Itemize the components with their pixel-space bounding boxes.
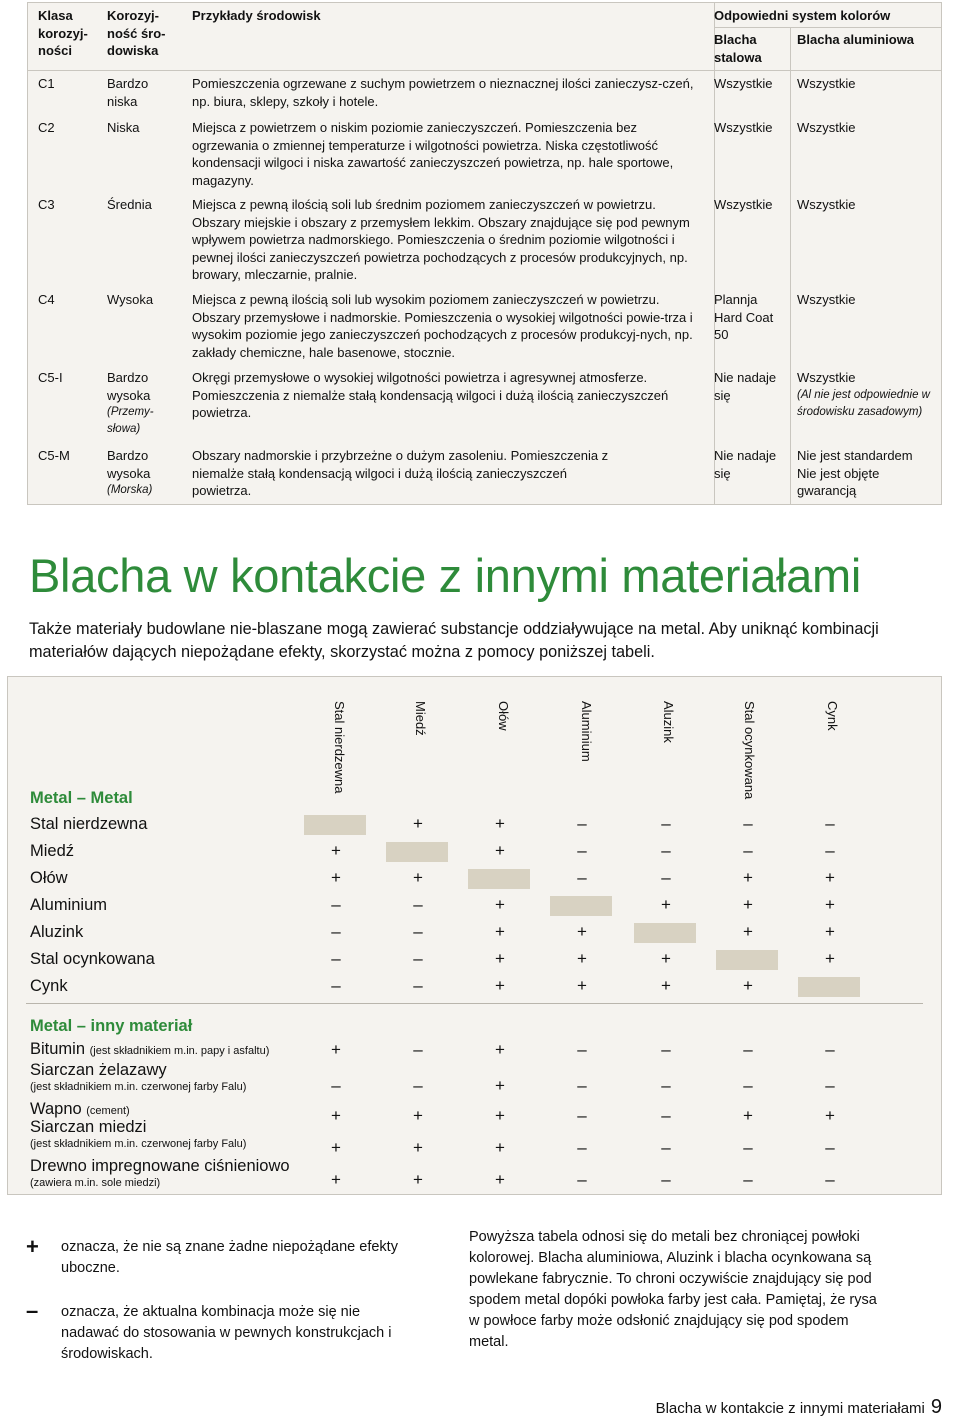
- material-row-label: [30, 1118, 246, 1151]
- row-class: C3: [38, 197, 55, 212]
- material-name: Drewno impregnowane ciśnieniowo: [30, 1157, 290, 1175]
- minus-mark: –: [661, 1138, 671, 1157]
- row-class: C4: [38, 292, 55, 307]
- minus-mark: –: [331, 922, 341, 941]
- plus-mark: +: [661, 976, 671, 995]
- page-number: 9: [930, 1396, 942, 1418]
- row-class: C5-I: [38, 370, 63, 385]
- page-footer: [656, 1396, 942, 1419]
- material-row-label: [30, 1039, 269, 1061]
- metal-row-label: Aluzink: [30, 923, 84, 941]
- plus-mark: +: [495, 1170, 505, 1189]
- column-header: Stal ocynkowana: [742, 701, 757, 800]
- plus-mark: +: [495, 1040, 505, 1059]
- row-aluminium: Wszystkie: [797, 197, 856, 212]
- minus-mark: –: [825, 1040, 835, 1059]
- row-steel: Wszystkie: [714, 120, 773, 135]
- header-color-system: Odpowiedni system kolorów: [714, 8, 891, 23]
- material-name: Bitumin: [30, 1040, 86, 1058]
- minus-mark: –: [661, 814, 671, 833]
- minus-mark: –: [661, 841, 671, 860]
- minus-mark: –: [577, 814, 587, 833]
- minus-mark: –: [661, 1076, 671, 1095]
- row-aluminium: Nie jest standardem Nie jest objęte gwarancją: [797, 448, 913, 498]
- row-aluminium: Wszystkie: [797, 76, 856, 91]
- material-name: Siarczan miedzi: [30, 1118, 147, 1136]
- minus-mark: –: [577, 1170, 587, 1189]
- minus-legend-text: oznacza, że aktualna kombinacja może się nie nadawać do stosowania w pewnych konstrukcjach i środowiskach.: [61, 1304, 392, 1362]
- minus-mark: –: [331, 895, 341, 914]
- corrosivity-label: Bardzo wysoka: [107, 448, 151, 481]
- row-corrosivity: [107, 447, 172, 499]
- row-class: C2: [38, 120, 55, 135]
- plus-mark: +: [825, 949, 835, 968]
- intro-paragraph: Także materiały budowlane nie-blaszane mogą zawierać substancje oddziaływujące na metal. Aby uniknąć kombinacji materiałów dających niepożądane efekty, skorzystać można z pomocy poniższej tabeli.: [29, 620, 879, 661]
- plus-mark: +: [413, 814, 423, 833]
- row-examples: Miejsca z powietrzem o niskim poziomie zanieczyszczeń. Pomieszczenia bez ogrzewania o zmiennej temperaturze i wilgotności powietrza. Niska częstotliwość kondensacji wilgoci i niska zawartość zanieczyszczeń powietrza, np. hale sportowe, magazyny.: [192, 120, 674, 188]
- plus-mark: +: [825, 868, 835, 887]
- row-steel: Nie nadaje się: [714, 370, 777, 403]
- plus-legend-text: oznacza, że nie są znane żadne niepożądane efekty uboczne.: [61, 1239, 398, 1276]
- header-divider: [714, 27, 941, 28]
- footer-title: Blacha w kontakcie z innymi materiałami: [655, 1400, 925, 1417]
- minus-mark: –: [743, 1076, 753, 1095]
- minus-mark: –: [413, 1040, 423, 1059]
- row-aluminium: Wszystkie: [797, 292, 856, 307]
- row-examples: Miejsca z pewną ilością soli lub średnim poziomem zanieczyszczeń w powietrzu. Obszary miejskie i obszary z przemysłem lekkim. Obszary znajdujące się pod pewnym wpływem powietrza nadmorskiego. Pomieszczenia o średnim poziomie wilgotności i pewnej ilości zanieczyszczeń powietrza pochodzących z procesów produkcyjnych, np. browary, mleczarnie, pralnie.: [192, 197, 690, 282]
- minus-mark: –: [331, 949, 341, 968]
- column-header: Ołów: [496, 701, 511, 731]
- plus-mark: +: [661, 949, 671, 968]
- material-note: (jest składnikiem m.in. czerwonej farby Falu): [30, 1138, 247, 1150]
- minus-mark: –: [413, 895, 423, 914]
- plus-mark: +: [331, 1106, 341, 1125]
- metal-row-label: Ołów: [30, 869, 68, 887]
- plus-symbol: +: [26, 1234, 39, 1259]
- minus-mark: –: [825, 814, 835, 833]
- plus-mark: +: [495, 949, 505, 968]
- plus-mark: +: [331, 1040, 341, 1059]
- row-examples: Miejsca z pewną ilością soli lub wysokim poziomem zanieczyszczeń w powietrzu. Obszary przemysłowe i nadmorskie. Pomieszczenia o wysokiej wilgotności powie-trza i wysokim poziomie jego zanieczyszczeń pochodzących z procesów produkcyj-nych, np. zakłady chemiczne, hale basenowe, stocznie.: [192, 292, 693, 360]
- minus-mark: –: [743, 814, 753, 833]
- plus-mark: +: [413, 1138, 423, 1157]
- plus-mark: +: [495, 1106, 505, 1125]
- plus-mark: +: [495, 976, 505, 995]
- plus-mark: +: [743, 922, 753, 941]
- metal-row-label: Stal nierdzewna: [30, 815, 148, 833]
- plus-mark: +: [331, 1138, 341, 1157]
- row-aluminium: [797, 369, 937, 421]
- plus-mark: +: [825, 1106, 835, 1125]
- row-aluminium: Wszystkie: [797, 120, 856, 135]
- minus-mark: –: [743, 1170, 753, 1189]
- aluminium-label: Wszystkie: [797, 370, 856, 385]
- material-note: (zawiera m.in. sole miedzi): [30, 1177, 161, 1189]
- material-name: Wapno: [30, 1100, 82, 1118]
- diagonal-cell: [798, 977, 860, 997]
- minus-mark: –: [577, 1076, 587, 1095]
- compatibility-matrix: [7, 676, 942, 1195]
- minus-mark: –: [413, 922, 423, 941]
- material-row-label: [30, 1157, 290, 1190]
- plus-mark: +: [495, 814, 505, 833]
- diagonal-cell: [716, 950, 778, 970]
- plus-mark: +: [495, 1076, 505, 1095]
- row-steel: Plannja Hard Coat 50: [714, 292, 774, 342]
- minus-mark: –: [743, 1040, 753, 1059]
- row-steel: Wszystkie: [714, 76, 773, 91]
- row-corrosivity: Średnia: [107, 197, 152, 212]
- minus-mark: –: [743, 841, 753, 860]
- material-note: (cement): [86, 1105, 130, 1117]
- header-steel: Blacha stalowa: [714, 32, 762, 65]
- plus-mark: +: [413, 868, 423, 887]
- column-divider: [790, 27, 791, 504]
- section-title: Blacha w kontakcie z innymi materiałami: [29, 549, 862, 602]
- group-divider: [26, 1003, 923, 1004]
- plus-mark: +: [743, 895, 753, 914]
- row-corrosivity: [107, 369, 172, 438]
- corrosivity-table: [27, 2, 942, 505]
- header-examples: Przykłady środowisk: [192, 8, 321, 23]
- plus-mark: +: [413, 1170, 423, 1189]
- header-divider: [28, 70, 941, 71]
- header-corrosivity: Korozyj-ność śro-dowiska: [107, 8, 166, 58]
- minus-mark: –: [577, 868, 587, 887]
- plus-mark: +: [495, 1138, 505, 1157]
- plus-mark: +: [743, 868, 753, 887]
- row-examples: Okręgi przemysłowe o wysokiej wilgotności powietrza i agresywnej atmosferze. Pomieszczenia z niemalże stałą kondensacją wilgoci i dużą ilością zanieczyszczeń powietrza.: [192, 370, 669, 420]
- diagonal-cell: [468, 869, 530, 889]
- metal-row-label: Cynk: [30, 977, 68, 995]
- minus-mark: –: [661, 1106, 671, 1125]
- plus-mark: +: [825, 922, 835, 941]
- row-examples: Obszary nadmorskie i przybrzeżne o dużym zasoleniu. Pomieszczenia z niemalże stałą kondensacją wilgoci i dużą ilością zanieczyszczeń powietrza.: [192, 448, 609, 498]
- row-steel: Wszystkie: [714, 197, 773, 212]
- minus-mark: –: [661, 1170, 671, 1189]
- minus-mark: –: [825, 1076, 835, 1095]
- minus-mark: –: [577, 841, 587, 860]
- column-header: Cynk: [825, 701, 840, 731]
- aluminium-note: (Al nie jest odpowiednie w środowisku zasadowym): [797, 388, 930, 418]
- minus-mark: –: [413, 949, 423, 968]
- row-corrosivity: Wysoka: [107, 292, 154, 307]
- group-title-other: Metal – inny materiał: [30, 1017, 193, 1035]
- plus-mark: +: [413, 1106, 423, 1125]
- plus-mark: +: [331, 868, 341, 887]
- column-header: Miedź: [413, 701, 428, 736]
- plus-mark: +: [825, 895, 835, 914]
- plus-mark: +: [495, 841, 505, 860]
- metal-row-label: Stal ocynkowana: [30, 950, 155, 968]
- row-examples: Pomieszczenia ogrzewane z suchym powietrzem o nieznacznej ilości zanieczysz-czeń, np. biura, sklepy, szkoły i hotele.: [192, 76, 694, 109]
- plus-mark: +: [331, 841, 341, 860]
- plus-mark: +: [495, 922, 505, 941]
- material-note: (jest składnikiem m.in. papy i asfaltu): [89, 1045, 270, 1057]
- row-corrosivity: Niska: [107, 120, 140, 135]
- minus-mark: –: [661, 1040, 671, 1059]
- header-aluminium: Blacha aluminiowa: [797, 32, 915, 47]
- minus-symbol: –: [26, 1298, 39, 1323]
- diagonal-cell: [550, 896, 612, 916]
- header-class: Klasa korozyj-ności: [38, 8, 88, 58]
- plus-mark: +: [577, 949, 587, 968]
- minus-mark: –: [413, 1076, 423, 1095]
- plus-mark: +: [495, 895, 505, 914]
- minus-mark: –: [825, 1138, 835, 1157]
- minus-mark: –: [331, 1076, 341, 1095]
- corrosivity-label: Bardzo wysoka: [107, 370, 151, 403]
- minus-mark: –: [743, 1138, 753, 1157]
- column-header: Aluzink: [661, 701, 676, 743]
- corrosivity-note: (Przemy-słowa): [107, 406, 154, 435]
- diagonal-cell: [386, 842, 448, 862]
- minus-mark: –: [413, 976, 423, 995]
- plus-mark: +: [577, 976, 587, 995]
- column-header: Aluminium: [579, 701, 594, 762]
- group-title-metal: Metal – Metal: [30, 789, 133, 807]
- plus-mark: +: [661, 895, 671, 914]
- material-row-label: [30, 1061, 246, 1094]
- minus-mark: –: [577, 1106, 587, 1125]
- plus-mark: +: [331, 1170, 341, 1189]
- corrosivity-note: (Morska): [107, 484, 153, 496]
- column-header: Stal nierdzewna: [332, 701, 347, 794]
- row-steel: Nie nadaje się: [714, 448, 777, 481]
- row-class: C5-M: [38, 448, 70, 463]
- material-name: Siarczan żelazawy: [30, 1061, 167, 1079]
- minus-mark: –: [577, 1138, 587, 1157]
- metal-row-label: Aluminium: [30, 896, 108, 914]
- material-note: (jest składnikiem m.in. czerwonej farby Falu): [30, 1081, 247, 1093]
- minus-mark: –: [825, 841, 835, 860]
- plus-mark: +: [743, 1106, 753, 1125]
- minus-mark: –: [331, 976, 341, 995]
- minus-mark: –: [577, 1040, 587, 1059]
- minus-mark: –: [825, 1170, 835, 1189]
- diagonal-cell: [634, 923, 696, 943]
- plus-mark: +: [743, 976, 753, 995]
- row-class: C1: [38, 76, 55, 91]
- row-corrosivity: Bardzo niska: [107, 76, 149, 109]
- minus-mark: –: [661, 868, 671, 887]
- coating-note: Powyższa tabela odnosi się do metali bez chroniącej powłoki kolorowej. Blacha aluminiowa, Aluzink i blacha ocynkowana są powlekane fabrycznie. To chroni oczywiście znajdujący się pod spodem metal dopóki powłoka farby jest cała. Pamiętaj, że rysa w powłoce farby może odsłonić znajdujący się pod spodem metal.: [469, 1229, 877, 1350]
- diagonal-cell: [304, 815, 366, 835]
- metal-row-label: Miedź: [30, 842, 75, 860]
- plus-mark: +: [577, 922, 587, 941]
